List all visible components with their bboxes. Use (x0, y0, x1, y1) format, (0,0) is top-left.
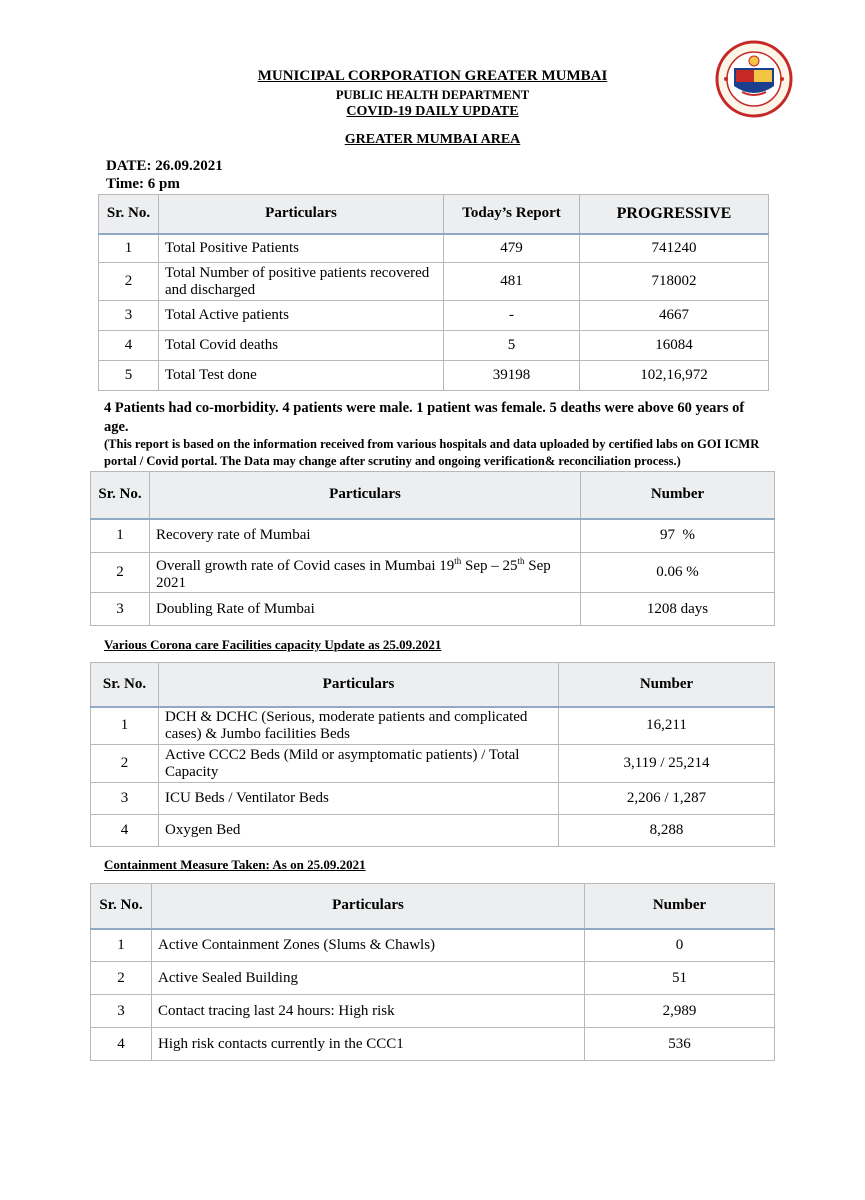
cell-sr: 4 (99, 331, 159, 361)
cell-particulars: Recovery rate of Mumbai (150, 519, 581, 553)
disclaimer-note: (This report is based on the information received from various hospitals and data uploaded by certified labs on GOI ICMR portal / Covid portal. The Data may change after scrutiny and ongoing verification& reconciliation process.) (104, 437, 760, 468)
cell-number: 536 (585, 1028, 775, 1061)
containment-section-title: Containment Measure Taken: As on 25.09.2021 (104, 857, 366, 872)
cell-progressive: 102,16,972 (580, 361, 769, 391)
cell-sr: 2 (91, 553, 150, 593)
containment-table (90, 883, 775, 1061)
deaths-note: 4 Patients had co-morbidity. 4 patients were male. 1 patient was female. 5 deaths were above 60 years of age. (104, 400, 745, 435)
table-header-row (91, 472, 775, 519)
cell-sr: 3 (91, 593, 150, 626)
ordinal-suffix: th (517, 556, 525, 566)
cell-particulars: Total Positive Patients (159, 234, 444, 263)
table-row (91, 519, 775, 553)
cell-sr: 1 (91, 929, 152, 962)
cell-progressive: 718002 (580, 263, 769, 301)
cell-sr: 1 (91, 519, 150, 553)
facilities-section-title: Various Corona care Facilities capacity Update as 25.09.2021 (104, 637, 442, 652)
cell-sr: 5 (99, 361, 159, 391)
cell-particulars (150, 553, 581, 593)
cell-progressive: 16084 (580, 331, 769, 361)
report-title: COVID-19 DAILY UPDATE (346, 104, 519, 119)
org-title: MUNICIPAL CORPORATION GREATER MUMBAI (257, 68, 608, 84)
ordinal-suffix: th (454, 556, 462, 566)
cell-sr: 3 (91, 995, 152, 1028)
cell-number: 97 % (581, 519, 775, 553)
cell-number: 2,206 / 1,287 (559, 783, 775, 815)
table-row (99, 361, 769, 391)
col-number: Number (585, 884, 775, 929)
cell-today: - (444, 301, 580, 331)
daily-summary-table (98, 194, 769, 391)
cell-number: 3,119 / 25,214 (559, 745, 775, 783)
cell-number: 51 (585, 962, 775, 995)
cell-today: 5 (444, 331, 580, 361)
cell-particulars: High risk contacts currently in the CCC1 (152, 1028, 585, 1061)
cell-progressive: 4667 (580, 301, 769, 331)
cell-number: 2,989 (585, 995, 775, 1028)
col-todays-report: Today’s Report (444, 195, 580, 234)
cell-particulars: Doubling Rate of Mumbai (150, 593, 581, 626)
table-row (99, 331, 769, 361)
col-particulars: Particulars (150, 472, 581, 519)
table-row (91, 962, 775, 995)
col-particulars: Particulars (159, 663, 559, 707)
cell-today: 481 (444, 263, 580, 301)
cell-number: 0 (585, 929, 775, 962)
col-number: Number (559, 663, 775, 707)
report-time: Time: 6 pm (106, 176, 180, 192)
table-row (91, 995, 775, 1028)
cell-particulars: Active CCC2 Beds (Mild or asymptomatic patients) / Total Capacity (159, 745, 559, 783)
col-number: Number (581, 472, 775, 519)
department-title: PUBLIC HEALTH DEPARTMENT (335, 88, 530, 102)
cell-particulars: ICU Beds / Ventilator Beds (159, 783, 559, 815)
growth-text-a: Overall growth rate of Covid cases in Mumbai 19 (156, 558, 455, 574)
col-sr-no: Sr. No. (91, 472, 150, 519)
cell-sr: 2 (99, 263, 159, 301)
table-row (91, 553, 775, 593)
cell-sr: 1 (99, 234, 159, 263)
col-sr-no: Sr. No. (91, 663, 159, 707)
cell-particulars: Total Test done (159, 361, 444, 391)
cell-today: 479 (444, 234, 580, 263)
growth-text-b: Sep – 25 (461, 558, 518, 574)
cell-particulars: Total Number of positive patients recovered and discharged (159, 263, 444, 301)
cell-particulars: DCH & DCHC (Serious, moderate patients and complicated cases) & Jumbo facilities Beds (159, 707, 559, 745)
cell-particulars: Active Sealed Building (152, 962, 585, 995)
table-row (91, 783, 775, 815)
cell-sr: 1 (91, 707, 159, 745)
corporation-seal-logo (712, 38, 796, 120)
facilities-table (90, 662, 775, 847)
report-date: DATE: 26.09.2021 (106, 158, 223, 174)
table-header-row (91, 884, 775, 929)
cell-number: 8,288 (559, 815, 775, 847)
table-row (99, 263, 769, 301)
table-row (99, 234, 769, 263)
col-particulars: Particulars (159, 195, 444, 234)
cell-particulars: Active Containment Zones (Slums & Chawls) (152, 929, 585, 962)
cell-progressive: 741240 (580, 234, 769, 263)
table-row (91, 815, 775, 847)
cell-sr: 2 (91, 745, 159, 783)
cell-number: 0.06 % (581, 553, 775, 593)
cell-sr: 2 (91, 962, 152, 995)
table-row (99, 301, 769, 331)
cell-particulars: Total Active patients (159, 301, 444, 331)
cell-particulars: Total Covid deaths (159, 331, 444, 361)
table-row (91, 745, 775, 783)
cell-particulars: Contact tracing last 24 hours: High risk (152, 995, 585, 1028)
table-row (91, 707, 775, 745)
cell-sr: 4 (91, 815, 159, 847)
table-row (91, 593, 775, 626)
col-sr-no: Sr. No. (91, 884, 152, 929)
col-particulars: Particulars (152, 884, 585, 929)
cell-number: 16,211 (559, 707, 775, 745)
table-row (91, 1028, 775, 1061)
cell-sr: 4 (91, 1028, 152, 1061)
cell-sr: 3 (91, 783, 159, 815)
cell-today: 39198 (444, 361, 580, 391)
cell-particulars: Oxygen Bed (159, 815, 559, 847)
rates-table (90, 471, 775, 626)
table-header-row (99, 195, 769, 234)
cell-number: 1208 days (581, 593, 775, 626)
growth-text-c: Sep 2021 (156, 558, 551, 591)
col-sr-no: Sr. No. (99, 195, 159, 234)
area-title: GREATER MUMBAI AREA (344, 132, 521, 147)
cell-sr: 3 (99, 301, 159, 331)
col-progressive: PROGRESSIVE (580, 195, 769, 234)
table-row (91, 929, 775, 962)
table-header-row (91, 663, 775, 707)
